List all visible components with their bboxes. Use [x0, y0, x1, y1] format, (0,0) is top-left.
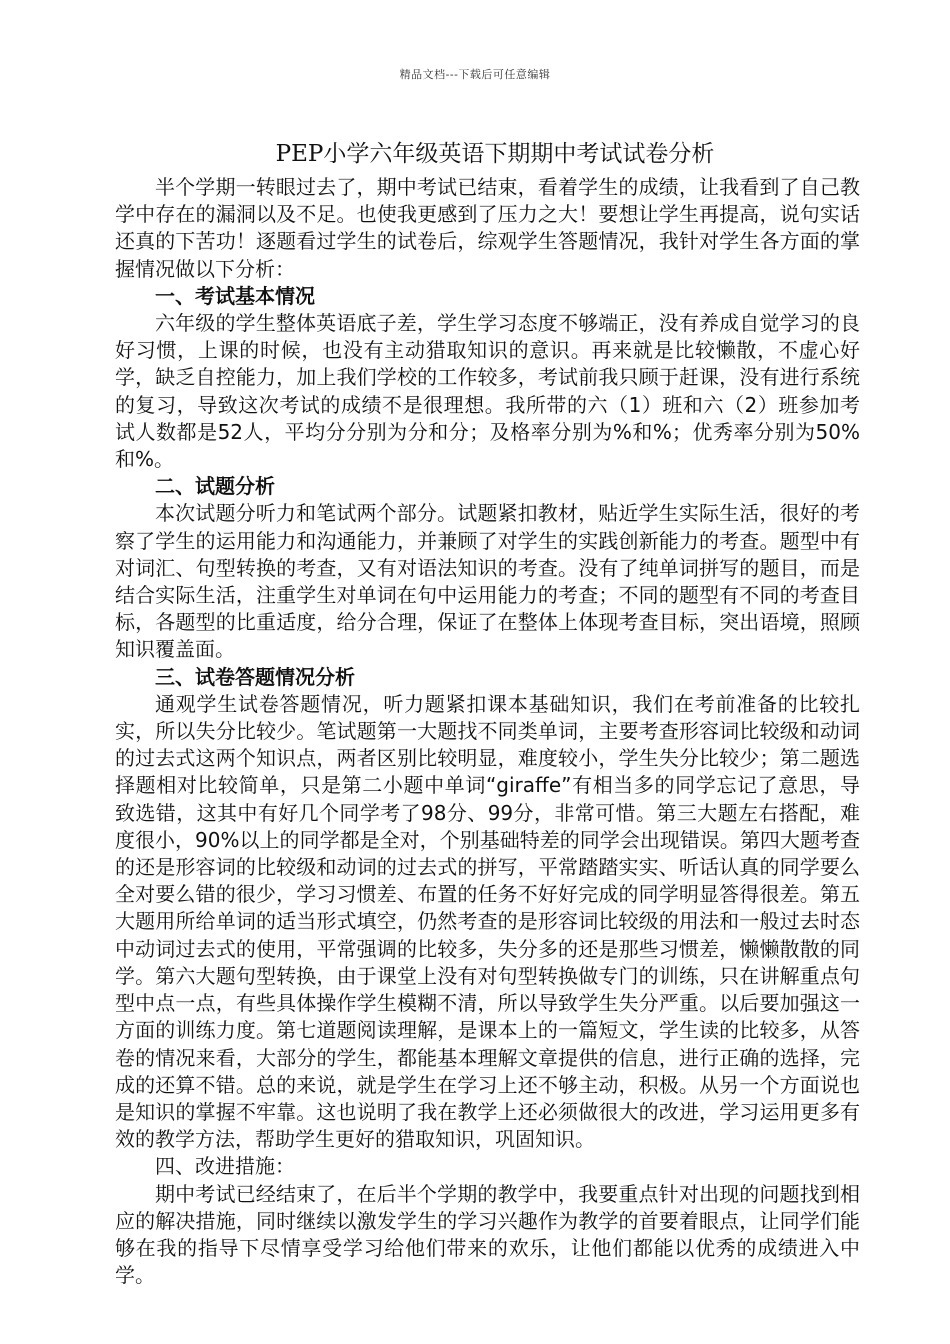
- section-paragraph-improvements: 期中考试已经结束了，在后半个学期的教学中，我要重点针对出现的问题找到相应的解决措施，同时继续以激发学生的学习兴趣作为教学的首要着眼点，让同学们能够在我的指导下尽情享受学习给他们带来的欢乐，让他们都能以优秀的成绩进入中学。: [115, 1181, 860, 1288]
- header-note: 精品文档---下载后可任意编辑: [399, 68, 551, 81]
- intro-paragraph: 半个学期一转眼过去了，期中考试已结束，看着学生的成绩，让我看到了自己教学中存在的漏洞以及不足。也使我更感到了压力之大！要想让学生再提高，说句实话还真的下苦功！逐题看过学生的试卷后，综观学生答题情况，我针对学生各方面的掌握情况做以下分析：: [115, 175, 860, 281]
- section-heading-question-analysis: 二、试题分析: [155, 474, 275, 499]
- section-paragraph-basic-info: 六年级的学生整体英语底子差，学生学习态度不够端正，没有养成自觉学习的良好习惯，上课的时候，也没有主动猎取知识的意识。再来就是比较懒散，不虚心好学，缺乏自控能力，加上我们学校的工作较多，考试前我只顾于赶课，没有进行系统的复习，导致这次考试的成绩不是很理想。我所带的六（1）班和六（2）班参加考试人数都是52人，平均分分别为分和分；及格率分别为%和%；优秀率分别为50%和%。: [115, 311, 860, 472]
- section-heading-basic-info: 一、考试基本情况: [155, 283, 315, 308]
- section-heading-improvements: 四、改进措施：: [155, 1154, 295, 1179]
- document-body: [115, 174, 860, 1289]
- document-title: PEP小学六年级英语下期期中考试试卷分析: [275, 141, 715, 167]
- section-heading-answer-analysis: 三、试卷答题情况分析: [155, 664, 355, 689]
- section-paragraph-answer-analysis: 通观学生试卷答题情况，听力题紧扣课本基础知识，我们在考前准备的比较扎实，所以失分比较少。笔试题第一大题找不同类单词，主要考查形容词比较级和动词的过去式这两个知识点，两者区别比较明显，难度较小，学生失分比较少；第二题选择题相对比较简单，只是第二小题中单词“giraffe”有相当多的同学忘记了意思，导致选错，这其中有好几个同学考了98分、99分，非常可惜。第三大题左右搭配，难度很小，90%以上的同学都是全对，个别基础特差的同学会出现错误。第四大题考查的还是形容词的比较级和动词的过去式的拼写，平常踏踏实实、听话认真的同学要么全对要么错的很少，学习习惯差、布置的任务不好好完成的同学明显答得很差。第五大题用所给单词的适当形式填空，仍然考查的是形容词比较级的用法和一般过去时态中动词过去式的使用，平常强调的比较多，失分多的还是那些习惯差，懒懒散散的同学。第六大题句型转换，由于课堂上没有对句型转换做专门的训练，只在讲解重点句型中点一点，有些具体操作学生模糊不清，所以导致学生失分严重。以后要加强这一方面的训练力度。第七道题阅读理解，是课本上的一篇短文，学生读的比较多，从答卷的情况来看，大部分的学生，都能基本理解文章提供的信息，进行正确的选择，完成的还算不错。总的来说，就是学生在学习上还不够主动，积极。从另一个方面说也是知识的掌握不牢靠。这也说明了我在教学上还必须做很大的改进，学习运用更多有效的教学方法，帮助学生更好的猎取知识，巩固知识。: [115, 691, 860, 1152]
- section-paragraph-question-analysis: 本次试题分听力和笔试两个部分。试题紧扣教材，贴近学生实际生活，很好的考察了学生的运用能力和沟通能力，并兼顾了对学生的实践创新能力的考查。题型中有对词汇、句型转换的考查，又有对语法知识的考查。没有了纯单词拼写的题目，而是结合实际生活，注重学生对单词在句中运用能力的考查；不同的题型有不同的考查目标，各题型的比重适度，给分合理，保证了在整体上体现考查目标，突出语境，照顾知识覆盖面。: [115, 501, 860, 662]
